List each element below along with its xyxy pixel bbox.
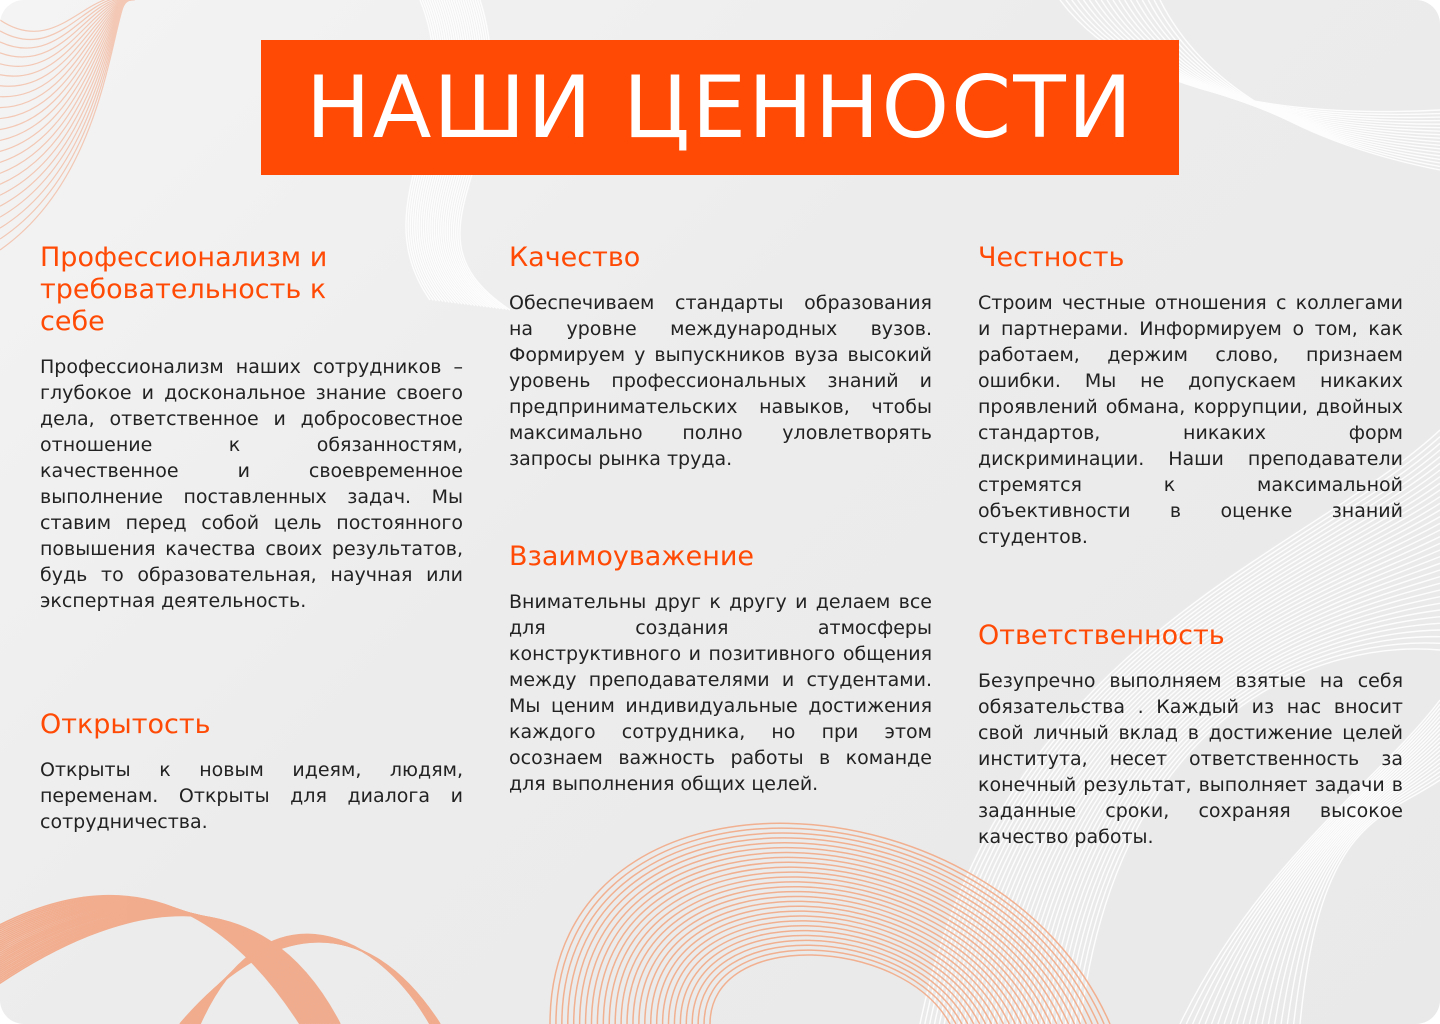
value-description: Внимательны друг к другу и делаем все для создания атмосферы конструктивного и позитивного общения между преподавателями и студентами. Мы ценим индивидуальные достижения каждого сотрудника, но при этом осознаем важность работы в команде для выполнения общих целей.: [509, 591, 932, 795]
value-professionalism: [40, 242, 463, 614]
value-openness: [40, 709, 463, 835]
value-description: Открыты к новым идеям, людям, переменам. Открыты для диалога и сотрудничества.: [40, 759, 463, 833]
value-heading: Профессионализм и требовательность к себе: [40, 242, 328, 337]
value-description: Обеспечиваем стандарты образования на уровне международных вузов. Формируем у выпускников вуза высокий уровень профессиональных знаний и предпринимательских навыков, чтобы максимально полно уловлетворять запросы рынка труда.: [509, 292, 932, 470]
bottom-left-orange-waves: [0, 896, 440, 1024]
value-responsibility: [978, 620, 1403, 850]
wave-line: [692, 940, 968, 1024]
value-description: Профессионализм наших сотрудников – глубокое и доскональное знание своего дела, ответственное и добросовестное отношение к обязанностям, качественное и своевременное выполнение поставленных задач. Мы ставим перед собой цель постоянного повышения качества своих результатов, будь то образовательная, научная или экспертная деятельность.: [40, 356, 463, 612]
value-heading: Качество: [509, 242, 641, 273]
wave-line: [0, 0, 129, 162]
value-heading: Честность: [978, 242, 1125, 273]
wave-line: [0, 0, 130, 130]
value-description: Строим честные отношения с коллегами и партнерами. Информируем о том, как работаем, держим слово, признаем ошибки. Мы не допускаем никаких проявлений обмана, коррупции, двойных стандартов, никаких форм дискриминации. Наши преподаватели стремятся к максимальной объективности в оценке знаний студентов.: [978, 292, 1403, 548]
value-heading: Ответственность: [978, 620, 1225, 651]
value-heading: Взаимоуважение: [509, 541, 755, 572]
page-title: НАШИ ЦЕННОСТИ: [305, 57, 1135, 158]
value-respect: [509, 541, 932, 797]
value-honesty: [978, 242, 1403, 550]
top-left-orange-waves: [0, 0, 135, 250]
wave-line: [710, 955, 950, 1024]
value-heading: Открытость: [40, 709, 211, 740]
wave-line: [568, 838, 1092, 1024]
value-quality: [509, 242, 932, 472]
value-description: Безупречно выполняем взятые на себя обязательства . Каждый из нас вносит свой личный вклад в достижение целей института, несет ответственность за конечный результат, выполняет задачи в заданные сроки, сохраняя высокое качество работы.: [978, 670, 1403, 848]
title-banner: [261, 40, 1179, 175]
